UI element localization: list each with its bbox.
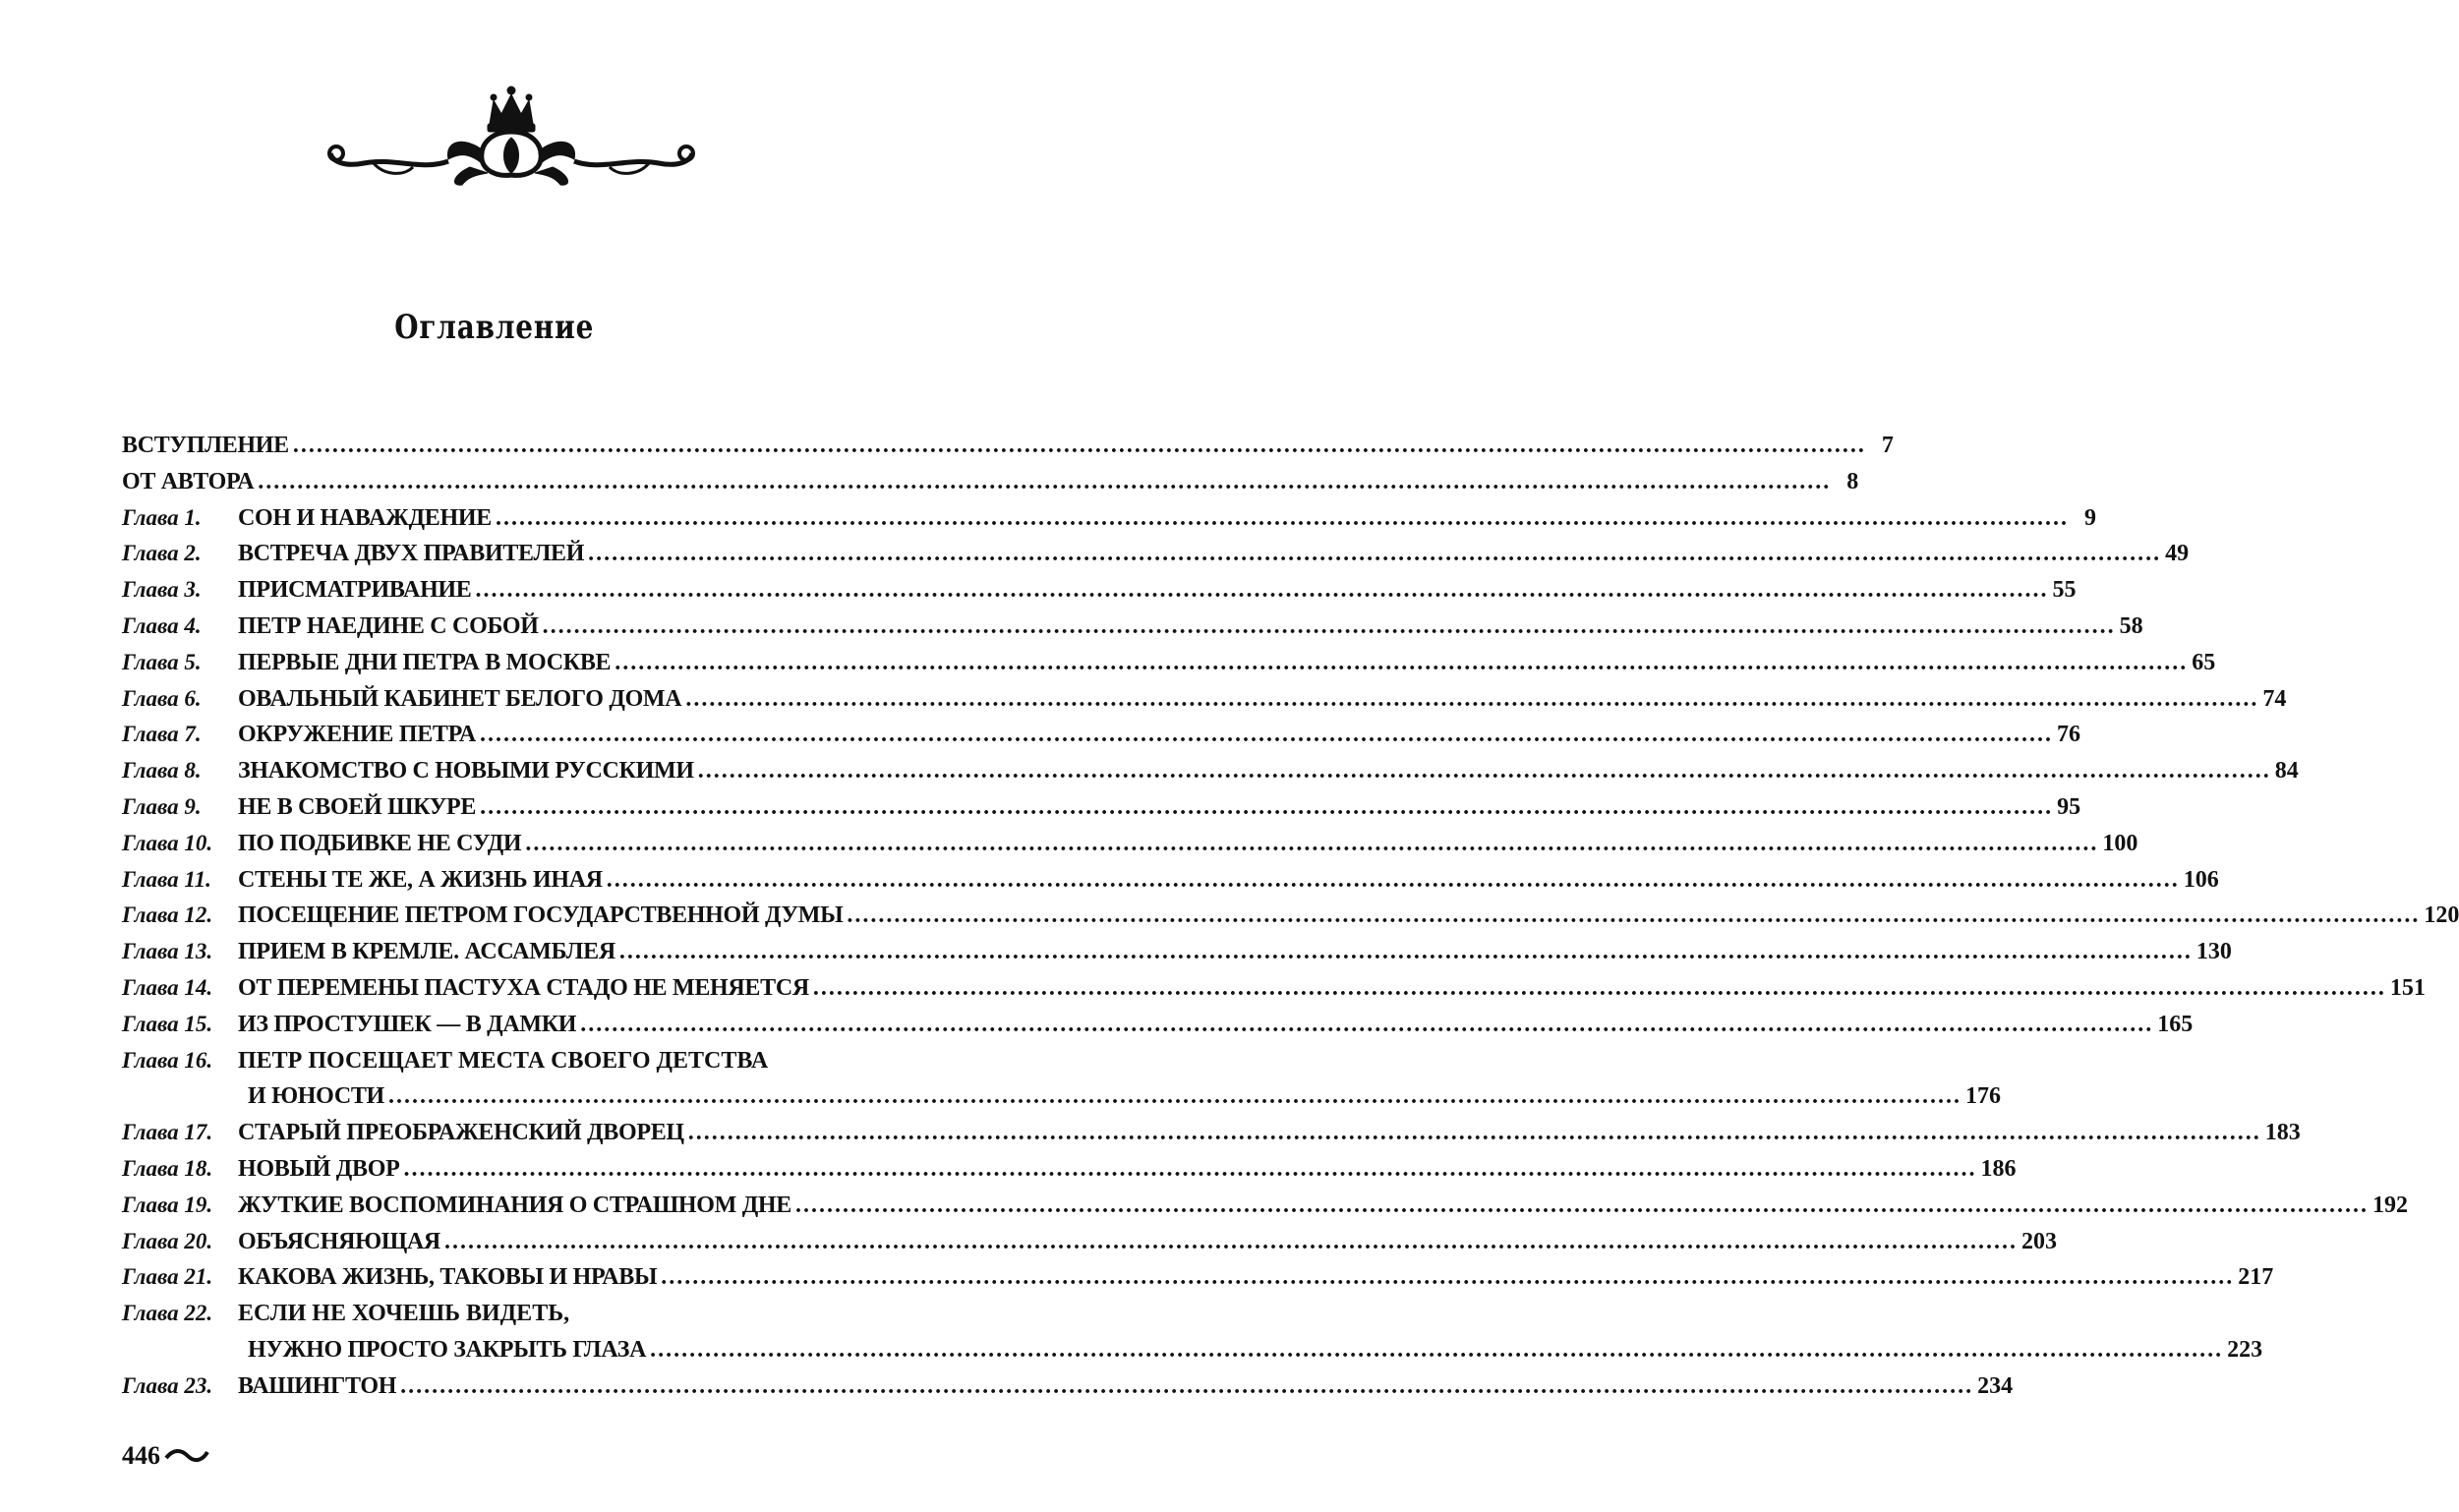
dot-leader: ........................................................................................................................................................................................................ — [847, 902, 2421, 929]
page-ref: 8 — [1846, 468, 1859, 494]
chapter-label: Глава 23. — [122, 1372, 213, 1398]
toc-entry — [122, 1042, 912, 1078]
toc-entry — [122, 535, 2190, 571]
toc-entry — [122, 897, 2459, 933]
toc-entry-continuation — [122, 1077, 2001, 1114]
chapter-label: Глава 2. — [122, 541, 202, 566]
page-ref: 55 — [2052, 577, 2077, 604]
toc-entry — [122, 825, 2138, 861]
chapter-title: ОВАЛЬНЫЙ КАБИНЕТ БЕЛОГО ДОМА — [238, 685, 682, 712]
chapter-label: Глава 20. — [122, 1228, 213, 1253]
chapter-label: Глава 12. — [122, 902, 213, 928]
chapter-label: Глава 9. — [122, 793, 202, 819]
dot-leader: ........................................................................................................................................................................................................ — [794, 1192, 2369, 1218]
chapter-label: Глава 7. — [122, 722, 202, 747]
page-number — [122, 1441, 209, 1471]
page-ref: 120 — [2424, 902, 2459, 929]
dot-leader: ........................................................................................................................................................................................................ — [403, 1155, 1977, 1182]
dot-leader: ........................................................................................................................................................................................................ — [443, 1228, 2018, 1254]
dot-leader: ........................................................................................................................................................................................................ — [479, 722, 2053, 748]
page-ref: 49 — [2165, 541, 2190, 567]
chapter-title: ПРИЕМ В КРЕМЛЕ. АССАМБЛЕЯ — [238, 939, 615, 965]
chapter-label: Глава 5. — [122, 649, 202, 674]
page-ref: 234 — [1977, 1372, 2014, 1399]
dot-leader: ........................................................................................................................................................................................................ — [615, 649, 2189, 675]
page-ref: 151 — [2389, 974, 2426, 1001]
chapter-title: КАКОВА ЖИЗНЬ, ТАКОВЫ И НРАВЫ — [238, 1264, 658, 1291]
toc-entry — [122, 680, 2287, 717]
dot-leader: ........................................................................................................................................................................................................ — [495, 504, 2069, 531]
chapter-title: ВАШИНГТОН — [238, 1372, 397, 1399]
dot-leader: ........................................................................................................................................................................................................ — [525, 830, 2099, 856]
chapter-label: Глава 19. — [122, 1192, 213, 1217]
chapter-title: ПОСЕЩЕНИЕ ПЕТРОМ ГОСУДАРСТВЕННОЙ ДУМЫ — [238, 902, 844, 929]
toc-entry — [122, 1295, 912, 1331]
toc-entry — [122, 1114, 2301, 1150]
dot-leader: ........................................................................................................................................................................................................ — [697, 758, 2271, 785]
dot-leader: ........................................................................................................................................................................................................ — [400, 1372, 1974, 1399]
toc-entry — [122, 969, 2426, 1006]
page-ref: 7 — [1881, 433, 1894, 458]
toc-entry — [122, 788, 2081, 825]
toc-entry — [122, 644, 2216, 680]
toc-entry — [122, 1150, 2017, 1187]
chapter-title: НЕ В СВОЕЙ ШКУРЕ — [238, 793, 477, 820]
toc-entry — [122, 1187, 2408, 1223]
chapter-label: Глава 17. — [122, 1120, 213, 1145]
chapter-title-line1: ПЕТР ПОСЕЩАЕТ МЕСТА СВОЕГО ДЕТСТВА — [238, 1047, 769, 1074]
chapter-label: Глава 16. — [122, 1047, 213, 1073]
dot-leader: ........................................................................................................................................................................................................ — [387, 1083, 1961, 1110]
chapter-label: Глава 21. — [122, 1264, 213, 1290]
page-ref: 95 — [2057, 793, 2081, 820]
chapter-title: НОВЫЙ ДВОР — [238, 1155, 400, 1182]
toc-entry — [122, 1367, 2014, 1404]
chapter-title: СОН И НАВАЖДЕНИЕ — [238, 504, 492, 531]
chapter-title: ОБЪЯСНЯЮЩАЯ — [238, 1228, 440, 1254]
chapter-title: НУЖНО ПРОСТО ЗАКРЫТЬ ГЛАЗА — [248, 1336, 647, 1363]
chapter-title: СТАРЫЙ ПРЕОБРАЖЕНСКИЙ ДВОРЕЦ — [238, 1120, 684, 1146]
page-ref: 58 — [2119, 612, 2143, 639]
page-ref: 130 — [2196, 939, 2232, 965]
chapter-label: Глава 13. — [122, 939, 213, 964]
toc-entry — [122, 1006, 2194, 1042]
crown-ornament-icon — [315, 81, 708, 189]
dot-leader: ........................................................................................................................................................................................................ — [687, 1120, 2261, 1146]
toc-entry — [122, 1223, 2057, 1259]
chapter-title-line1: ЕСЛИ НЕ ХОЧЕШЬ ВИДЕТЬ, — [238, 1301, 570, 1327]
dot-leader: ........................................................................................................................................................................................................ — [661, 1264, 2235, 1291]
chapter-label: Глава 18. — [122, 1155, 213, 1181]
toc-entry — [122, 427, 1894, 463]
tilde-flourish-icon — [164, 1446, 209, 1466]
page-ref: 217 — [2238, 1264, 2274, 1291]
chapter-label: Глава 15. — [122, 1011, 213, 1036]
chapter-label: Глава 4. — [122, 612, 202, 638]
page-title: Оглавление — [394, 308, 595, 347]
chapter-title: И ЮНОСТИ — [248, 1083, 384, 1110]
chapter-label: Глава 11. — [122, 866, 211, 892]
page-ref: 65 — [2192, 649, 2216, 675]
page-ref: 76 — [2056, 722, 2080, 748]
page-ref: 192 — [2371, 1192, 2408, 1218]
page-ref: 186 — [1980, 1155, 2017, 1182]
dot-leader: ........................................................................................................................................................................................................ — [580, 1011, 2154, 1037]
dot-leader: ........................................................................................................................................................................................................ — [258, 468, 1832, 494]
chapter-label: Глава 22. — [122, 1301, 213, 1326]
chapter-title: СТЕНЫ ТЕ ЖЕ, А ЖИЗНЬ ИНАЯ — [238, 866, 603, 893]
chapter-label: Глава 14. — [122, 974, 213, 1000]
dot-leader: ........................................................................................................................................................................................................ — [542, 612, 2116, 639]
chapter-label: Глава 3. — [122, 577, 202, 603]
toc-entry — [122, 608, 2143, 644]
chapter-label: Глава 6. — [122, 685, 202, 711]
dot-leader: ........................................................................................................................................................................................................ — [588, 541, 2162, 567]
dot-leader: ........................................................................................................................................................................................................ — [606, 866, 2180, 893]
table-of-contents — [122, 427, 2459, 1404]
page-ref: 106 — [2183, 866, 2219, 893]
toc-entry — [122, 716, 2080, 752]
page-ref: 74 — [2262, 685, 2287, 712]
folio-number: 446 — [122, 1441, 160, 1470]
chapter-title: ОТ ПЕРЕМЕНЫ ПАСТУХА СТАДО НЕ МЕНЯЕТСЯ — [238, 974, 809, 1001]
dot-leader: ........................................................................................................................................................................................................ — [480, 793, 2054, 820]
chapter-title: ЖУТКИЕ ВОСПОМИНАНИЯ О СТРАШНОМ ДНЕ — [238, 1192, 791, 1218]
dot-leader: ........................................................................................................................................................................................................ — [812, 974, 2386, 1001]
chapter-label: Глава 1. — [122, 504, 202, 530]
dot-leader: ........................................................................................................................................................................................................ — [292, 433, 1866, 458]
chapter-title: ОТ АВТОРА — [122, 468, 255, 494]
dot-leader: ........................................................................................................................................................................................................ — [650, 1336, 2224, 1363]
toc-entry — [122, 571, 2077, 608]
dot-leader: ........................................................................................................................................................................................................ — [685, 685, 2259, 712]
dot-leader: ........................................................................................................................................................................................................ — [618, 939, 2193, 965]
page-ref: 100 — [2102, 830, 2138, 856]
chapter-label: Глава 8. — [122, 758, 202, 784]
page-ref: 223 — [2227, 1336, 2263, 1363]
page-ref: 203 — [2020, 1228, 2057, 1254]
chapter-title: ЗНАКОМСТВО С НОВЫМИ РУССКИМИ — [238, 758, 694, 785]
page-ref: 183 — [2264, 1120, 2301, 1146]
toc-entry — [122, 933, 2232, 969]
chapter-title: ОКРУЖЕНИЕ ПЕТРА — [238, 722, 476, 748]
page-ref: 84 — [2274, 758, 2299, 785]
chapter-title: ПЕРВЫЕ ДНИ ПЕТРА В МОСКВЕ — [238, 649, 612, 675]
chapter-title: ПЕТР НАЕДИНЕ С СОБОЙ — [238, 612, 539, 639]
toc-entry-continuation — [122, 1331, 2263, 1367]
chapter-title: ВСТУПЛЕНИЕ — [122, 433, 289, 458]
toc-entry — [122, 752, 2299, 788]
page-ref: 9 — [2083, 504, 2096, 531]
toc-entry — [122, 499, 2096, 536]
toc-entry — [122, 861, 2219, 898]
toc-entry — [122, 463, 1859, 499]
page-ref: 165 — [2157, 1011, 2194, 1037]
dot-leader: ........................................................................................................................................................................................................ — [475, 577, 2049, 604]
chapter-title: ВСТРЕЧА ДВУХ ПРАВИТЕЛЕЙ — [238, 541, 585, 567]
toc-entry — [122, 1258, 2274, 1295]
chapter-title: ПРИСМАТРИВАНИЕ — [238, 577, 472, 604]
page-ref: 176 — [1964, 1083, 2001, 1110]
chapter-title: ПО ПОДБИВКЕ НЕ СУДИ — [238, 830, 522, 856]
chapter-title: ИЗ ПРОСТУШЕК — В ДАМКИ — [238, 1011, 577, 1037]
chapter-label: Глава 10. — [122, 830, 213, 855]
